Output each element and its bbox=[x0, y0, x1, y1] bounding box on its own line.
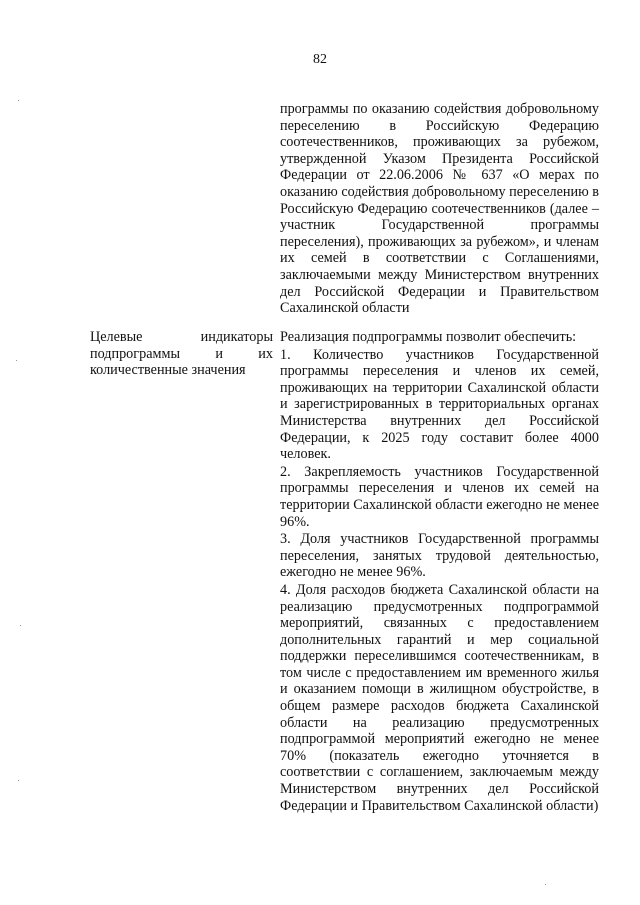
indicator-item-4: 4. Доля расходов бюджета Сахалинской области на реализацию предусмотренных подпрограммой мероприятий, связанных с предоставлением дополнительных гарантий и мер социальной поддержки переселившимся соотечественникам, в том числе с предоставлением им временного жилья и оказанием помощи в жилищном обустройстве, в общем размере расходов бюджета Сахалинской области на реализацию предусмотренных подпрограммой мероприятий ежегодно не менее 70% (показатель ежегодно уточняется в соответствии с соглашением, заключаемым между Министерством внутренних дел Российской Федерации и Правительством Сахалинской области) bbox=[280, 581, 599, 814]
scan-artifact bbox=[18, 100, 19, 101]
indicators-text-block bbox=[280, 329, 599, 814]
scan-artifact bbox=[545, 884, 546, 885]
indicator-item-3: 3. Доля участников Государственной программы переселения, занятых трудовой деятельностью, ежегодно не менее 96%. bbox=[280, 531, 599, 581]
scan-artifact bbox=[16, 360, 17, 361]
continuation-paragraph: программы по оказанию содействия добровольному переселению в Российскую Федерацию соотечественников, проживающих за рубежом, утвержденной Указом Президента Российской Федерации от 22.06.2006 № 637 «О мерах по оказанию содействия добровольному переселению в Российскую Федерацию соотечественников (далее – участник Государственной программы переселения), проживающих за рубежом», и членам их семей в соответствии с Соглашениями, заключаемыми между Министерством внутренних дел Российской Федерации и Правительством Сахалинской области bbox=[280, 101, 599, 317]
indicators-label: Целевые индикаторы подпрограммы и их количественные значения bbox=[90, 329, 273, 379]
indicator-item-2: 2. Закрепляемость участников Государственной программы переселения и членов их семей на территории Сахалинской области ежегодно не менее 96%. bbox=[280, 463, 599, 530]
scan-artifact bbox=[18, 780, 19, 781]
scan-artifact bbox=[20, 625, 21, 626]
indicators-intro: Реализация подпрограммы позволит обеспечить: bbox=[280, 329, 577, 345]
continuation-text-block bbox=[280, 101, 599, 317]
indicator-item-1: 1. Количество участников Государственной программы переселения и членов их семей, проживающих на территории Сахалинской области и зарегистрированных в территориальных органах Министерства внутренних дел Российской Федерации, к 2025 году составит более 4000 человек. bbox=[280, 346, 599, 463]
page-number: 82 bbox=[313, 52, 327, 67]
